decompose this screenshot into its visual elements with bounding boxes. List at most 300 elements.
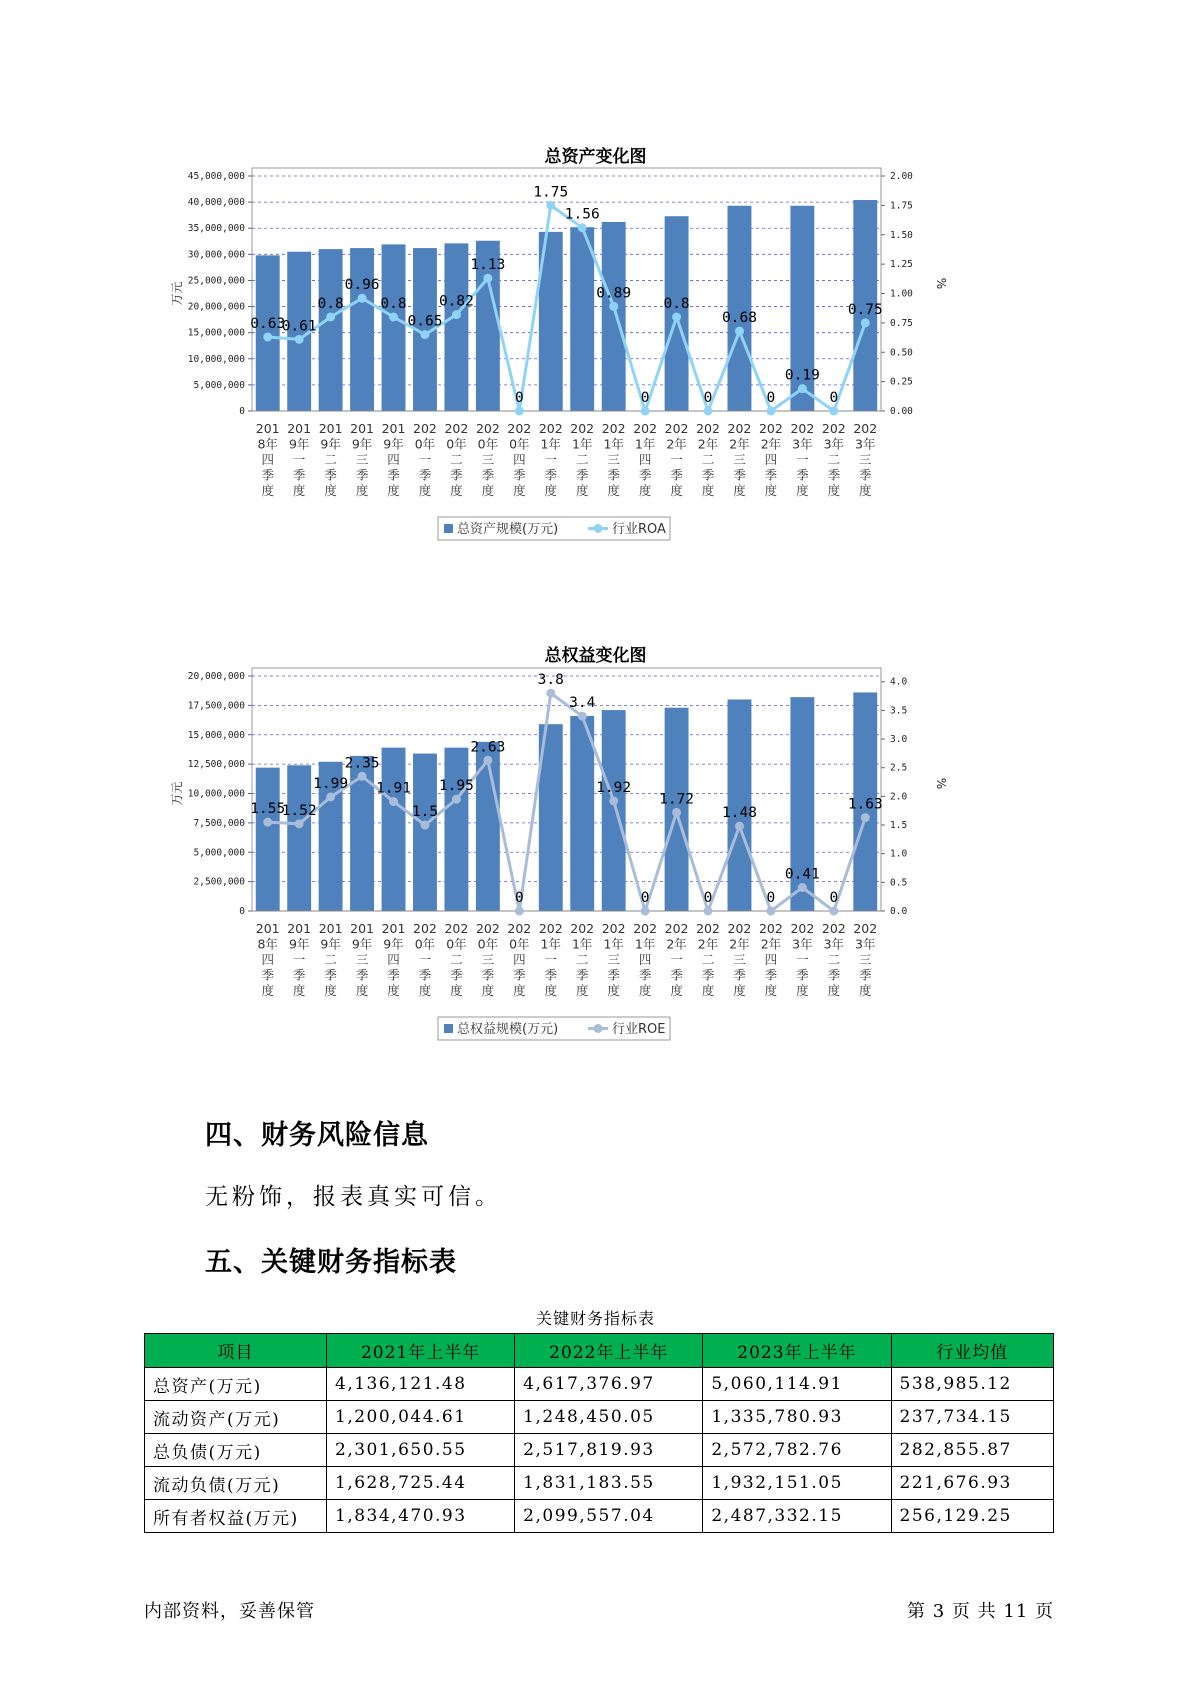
x-tick-label: 201 [381, 421, 406, 436]
cell: 1,248,450.05 [515, 1401, 703, 1434]
right-tick-label: 1.75 [890, 200, 913, 212]
x-tick-label: 季 [261, 467, 274, 483]
x-tick-label: 季 [513, 467, 526, 483]
x-tick-label: 三 [859, 952, 872, 967]
data-label: 1.56 [564, 206, 600, 223]
row-label: 流动资产(万元) [145, 1401, 327, 1434]
left-tick-label: 15,000,000 [187, 729, 245, 741]
x-tick-label: 三 [481, 452, 495, 467]
x-tick-label: 季 [292, 467, 306, 483]
x-tick-label: 季 [764, 467, 778, 483]
x-tick-label: 1年 [571, 436, 593, 452]
x-tick-label: 季 [607, 467, 620, 483]
row-label: 总负债(万元) [145, 1434, 327, 1467]
x-tick-label: 季 [324, 967, 337, 983]
left-tick-label: 25,000,000 [187, 275, 245, 287]
x-tick-label: 3年 [823, 436, 845, 452]
x-tick-label: 202 [664, 421, 689, 436]
header-2021: 2021年上半年 [327, 1334, 515, 1368]
x-tick-label: 202 [790, 921, 815, 936]
right-tick-label: 0.25 [890, 376, 913, 388]
row-label: 所有者权益(万元) [145, 1500, 327, 1533]
x-tick-label: 四 [764, 452, 778, 467]
data-label: 0 [514, 890, 524, 906]
left-tick-label: 10,000,000 [187, 788, 245, 800]
line-point [483, 756, 492, 765]
x-tick-label: 季 [670, 467, 683, 483]
x-tick-label: 201 [318, 921, 343, 936]
x-tick-label: 度 [418, 483, 432, 498]
x-tick-label: 8年 [257, 436, 278, 452]
x-tick-label: 度 [733, 983, 746, 998]
cell: 2,487,332.15 [703, 1500, 891, 1533]
x-tick-label: 9年 [320, 436, 341, 452]
x-tick-label: 一 [670, 952, 683, 967]
header-industry-avg: 行业均值 [891, 1334, 1053, 1368]
line-point [515, 907, 524, 916]
x-tick-label: 四 [513, 952, 526, 967]
x-tick-label: 季 [355, 967, 369, 983]
x-tick-label: 季 [796, 467, 809, 483]
x-tick-label: 202 [475, 421, 500, 436]
x-tick-label: 季 [450, 967, 463, 983]
x-tick-label: 202 [821, 921, 846, 936]
x-tick-label: 三 [355, 952, 369, 967]
x-tick-label: 季 [544, 467, 558, 483]
x-tick-label: 2年 [760, 936, 782, 952]
x-tick-label: 202 [444, 921, 469, 936]
left-tick-label: 20,000,000 [187, 301, 245, 313]
line-point [609, 796, 618, 805]
bar [287, 765, 311, 911]
legend-line-label: 行业ROA [612, 522, 666, 537]
x-tick-label: 季 [670, 967, 683, 983]
right-tick-label: 4.0 [890, 676, 908, 688]
x-tick-label: 202 [727, 421, 752, 436]
data-label: 0.8 [663, 296, 690, 312]
left-tick-label: 5,000,000 [193, 379, 245, 391]
header-2023: 2023年上半年 [703, 1334, 891, 1368]
section4-text: 无粉饰，报表真实可信。 [205, 1184, 502, 1210]
x-tick-label: 二 [324, 952, 337, 967]
x-tick-label: 度 [575, 483, 589, 498]
x-tick-label: 9年 [351, 436, 373, 452]
legend-bar-label: 总资产规模(万元) [457, 522, 559, 537]
x-tick-label: 度 [764, 483, 778, 498]
bar [350, 248, 374, 411]
chart2-title: 总权益变化图 [544, 646, 647, 666]
table-caption: 关键财务指标表 [535, 1309, 655, 1328]
x-tick-label: 二 [450, 452, 463, 467]
x-tick-label: 度 [575, 983, 589, 998]
x-tick-label: 季 [387, 467, 400, 483]
left-tick-label: 2,500,000 [193, 876, 245, 888]
x-tick-label: 季 [733, 967, 746, 983]
x-tick-label: 四 [261, 452, 274, 467]
data-label: 1.75 [533, 184, 569, 201]
x-tick-label: 度 [513, 483, 526, 498]
line-point [672, 808, 681, 817]
x-tick-label: 2年 [666, 436, 687, 452]
x-tick-label: 四 [261, 952, 274, 967]
x-tick-label: 201 [350, 921, 375, 936]
bar [728, 206, 752, 411]
data-label: 1.91 [376, 780, 411, 797]
x-tick-label: 度 [387, 483, 400, 498]
cell: 1,932,151.05 [703, 1467, 891, 1500]
bar [256, 768, 280, 911]
x-tick-label: 度 [450, 983, 463, 998]
right-tick-label: 3.5 [890, 705, 908, 717]
cell: 237,734.15 [891, 1401, 1053, 1434]
x-tick-label: 0年 [446, 436, 467, 452]
x-tick-label: 季 [859, 967, 872, 983]
x-tick-label: 三 [481, 952, 495, 967]
x-tick-label: 季 [544, 967, 558, 983]
line-point [326, 313, 335, 322]
footer-page-number: 第 3 页 共 11 页 [907, 1601, 1054, 1622]
x-tick-label: 一 [292, 952, 306, 967]
x-tick-label: 季 [418, 467, 432, 483]
left-tick-label: 15,000,000 [187, 327, 245, 339]
left-tick-label: 35,000,000 [187, 223, 245, 235]
data-label: 0.8 [317, 296, 344, 312]
cell: 256,129.25 [891, 1500, 1053, 1533]
x-tick-label: 201 [255, 421, 280, 436]
x-tick-label: 二 [575, 952, 589, 967]
data-label: 0 [703, 390, 713, 406]
x-tick-label: 8年 [257, 936, 278, 952]
x-tick-label: 季 [292, 967, 306, 983]
x-tick-label: 度 [261, 983, 274, 998]
right-tick-label: 2.00 [890, 171, 913, 182]
x-tick-label: 9年 [288, 436, 310, 452]
table-row [145, 1368, 1054, 1401]
legend-line-label: 行业ROE [612, 1022, 666, 1037]
x-tick-label: 1年 [634, 936, 656, 952]
x-tick-label: 202 [538, 921, 563, 936]
x-tick-label: 202 [853, 421, 878, 436]
x-tick-label: 202 [570, 421, 595, 436]
x-tick-label: 度 [387, 983, 400, 998]
x-tick-label: 度 [324, 483, 337, 498]
bar [444, 243, 468, 411]
section4-heading: 四、财务风险信息 [205, 1120, 429, 1151]
line-point [546, 201, 555, 210]
bar [382, 748, 406, 911]
cell: 1,834,470.93 [327, 1500, 515, 1533]
table-row [145, 1500, 1054, 1533]
x-tick-label: 0年 [509, 936, 530, 952]
total-equity-chart [0, 660, 1191, 1100]
line-point [515, 407, 524, 416]
data-label: 0.96 [344, 277, 380, 294]
x-tick-label: 9年 [383, 436, 404, 452]
x-tick-label: 202 [601, 921, 626, 936]
right-tick-label: 1.25 [890, 259, 913, 271]
x-tick-label: 3年 [823, 936, 845, 952]
total-assets-chart [0, 160, 1191, 600]
x-tick-label: 季 [827, 467, 841, 483]
line-point [798, 883, 807, 892]
x-tick-label: 9年 [288, 936, 310, 952]
cell: 1,831,183.55 [515, 1467, 703, 1500]
data-label: 0.41 [784, 866, 820, 883]
right-tick-label: 2.5 [890, 762, 908, 774]
data-label: 0.82 [438, 293, 474, 310]
x-tick-label: 三 [607, 952, 620, 967]
data-label: 1.13 [470, 257, 506, 274]
x-tick-label: 季 [859, 467, 872, 483]
x-tick-label: 202 [507, 421, 532, 436]
right-tick-label: 0.50 [890, 347, 913, 359]
x-tick-label: 一 [796, 452, 809, 467]
line-point [295, 335, 304, 344]
line-point [295, 819, 304, 828]
x-tick-label: 201 [381, 921, 406, 936]
x-tick-label: 201 [350, 421, 375, 436]
x-tick-label: 2年 [666, 936, 687, 952]
table-row [145, 1401, 1054, 1434]
x-tick-label: 二 [575, 452, 589, 467]
x-tick-label: 202 [633, 921, 658, 936]
line-point [546, 689, 555, 698]
x-tick-label: 202 [633, 421, 658, 436]
cell: 1,335,780.93 [703, 1401, 891, 1434]
x-tick-label: 202 [570, 921, 595, 936]
line-point [263, 818, 272, 827]
right-tick-label: 1.50 [890, 229, 913, 241]
cell: 1,200,044.61 [327, 1401, 515, 1434]
x-tick-label: 2年 [760, 436, 782, 452]
x-tick-label: 0年 [477, 436, 499, 452]
x-tick-label: 度 [607, 983, 620, 998]
data-label: 0 [640, 890, 650, 906]
legend-bar-label: 总权益规模(万元) [457, 1022, 559, 1037]
table-header-row [145, 1334, 1054, 1368]
data-label: 0.19 [784, 367, 820, 384]
x-tick-label: 2年 [697, 436, 719, 452]
cell: 1,628,725.44 [327, 1467, 515, 1500]
x-tick-label: 度 [827, 483, 841, 498]
x-tick-label: 季 [324, 467, 337, 483]
header-2022: 2022年上半年 [515, 1334, 703, 1368]
left-tick-label: 20,000,000 [187, 671, 245, 682]
x-tick-label: 1年 [603, 936, 624, 952]
x-tick-label: 二 [701, 452, 715, 467]
x-tick-label: 202 [758, 421, 783, 436]
bar [413, 754, 437, 911]
x-tick-label: 1年 [540, 936, 562, 952]
x-tick-label: 202 [444, 421, 469, 436]
x-tick-label: 度 [859, 483, 872, 498]
line-point [641, 907, 650, 916]
x-tick-label: 201 [287, 921, 312, 936]
x-tick-label: 季 [638, 467, 652, 483]
x-tick-label: 季 [827, 967, 841, 983]
x-tick-label: 季 [796, 967, 809, 983]
data-label: 0 [703, 890, 713, 906]
data-label: 0 [640, 390, 650, 406]
x-tick-label: 度 [292, 983, 306, 998]
x-tick-label: 二 [827, 952, 841, 967]
right-tick-label: 0.00 [890, 406, 913, 417]
line-point [452, 310, 461, 319]
line-point [420, 821, 429, 830]
right-tick-label: 0.75 [890, 317, 913, 329]
x-tick-label: 度 [261, 483, 274, 498]
x-tick-label: 3年 [792, 936, 813, 952]
x-tick-label: 季 [701, 967, 715, 983]
left-tick-label: 5,000,000 [193, 847, 245, 859]
x-tick-label: 度 [670, 983, 683, 998]
x-tick-label: 1年 [634, 436, 656, 452]
x-tick-label: 度 [607, 483, 620, 498]
data-label: 0.8 [380, 296, 407, 312]
right-tick-label: 2.0 [890, 791, 908, 803]
line-point [483, 274, 492, 283]
x-tick-label: 度 [670, 483, 683, 498]
x-tick-label: 季 [575, 967, 589, 983]
x-tick-label: 1年 [603, 436, 624, 452]
line-point [766, 907, 775, 916]
bar [602, 222, 626, 411]
x-tick-label: 201 [255, 921, 280, 936]
data-label: 1.95 [438, 778, 474, 795]
x-tick-label: 四 [764, 952, 778, 967]
x-tick-label: 季 [764, 967, 778, 983]
left-tick-label: 17,500,000 [187, 700, 245, 712]
bar [382, 244, 406, 411]
data-label: 3.8 [537, 672, 564, 689]
data-label: 1.72 [659, 791, 695, 808]
line-point [829, 907, 838, 916]
bar [570, 716, 594, 911]
cell: 4,617,376.97 [515, 1368, 703, 1401]
x-tick-label: 9年 [383, 936, 404, 952]
cell: 5,060,114.91 [703, 1368, 891, 1401]
line-point [326, 792, 335, 801]
line-point [766, 407, 775, 416]
x-tick-label: 1年 [540, 436, 562, 452]
x-tick-label: 度 [859, 983, 872, 998]
line-point [798, 384, 807, 393]
x-tick-label: 四 [387, 952, 400, 967]
x-tick-label: 9年 [351, 936, 373, 952]
x-tick-label: 202 [696, 421, 720, 436]
x-tick-label: 2年 [729, 936, 750, 952]
x-tick-label: 度 [638, 983, 652, 998]
x-tick-label: 202 [790, 421, 815, 436]
x-tick-label: 四 [638, 452, 652, 467]
x-tick-label: 3年 [792, 436, 813, 452]
line-point [861, 813, 870, 822]
x-tick-label: 一 [796, 952, 809, 967]
x-tick-label: 度 [450, 483, 463, 498]
row-label: 总资产(万元) [145, 1368, 327, 1401]
key-financial-table [144, 1333, 1054, 1533]
line-point [358, 294, 367, 303]
x-tick-label: 二 [827, 452, 841, 467]
legend-bar-swatch [444, 1024, 453, 1033]
line-point [358, 772, 367, 781]
x-tick-label: 季 [607, 967, 620, 983]
x-tick-label: 度 [544, 483, 558, 498]
left-tick-label: 0 [239, 406, 245, 417]
x-tick-label: 季 [575, 467, 589, 483]
x-tick-label: 0年 [414, 436, 436, 452]
x-tick-label: 201 [287, 421, 312, 436]
x-tick-label: 0年 [446, 936, 467, 952]
x-tick-label: 度 [733, 483, 746, 498]
line-point [829, 407, 838, 416]
chart1-title: 总资产变化图 [544, 147, 647, 167]
right-tick-label: 3.0 [890, 734, 908, 746]
left-tick-label: 7,500,000 [193, 817, 245, 829]
right-axis-title: % [934, 277, 948, 290]
x-tick-label: 1年 [571, 936, 593, 952]
x-tick-label: 2年 [729, 436, 750, 452]
x-tick-label: 度 [764, 983, 778, 998]
x-tick-label: 度 [324, 983, 337, 998]
cell: 538,985.12 [891, 1368, 1053, 1401]
x-tick-label: 四 [638, 952, 652, 967]
x-tick-label: 一 [418, 452, 432, 467]
section5-heading: 五、关键财务指标表 [205, 1247, 457, 1278]
x-tick-label: 202 [664, 921, 689, 936]
left-axis-title: 万元 [170, 281, 184, 306]
x-tick-label: 一 [670, 452, 683, 467]
left-tick-label: 30,000,000 [187, 249, 245, 261]
x-tick-label: 季 [638, 967, 652, 983]
x-tick-label: 一 [418, 952, 432, 967]
x-tick-label: 三 [607, 452, 620, 467]
data-label: 1.48 [722, 805, 757, 822]
x-tick-label: 202 [853, 921, 878, 936]
legend-bar-swatch [444, 524, 453, 533]
footer-confidential: 内部资料，妥善保管 [144, 1601, 315, 1622]
x-tick-label: 202 [507, 921, 532, 936]
x-tick-label: 度 [796, 983, 809, 998]
line-point [578, 223, 587, 232]
x-tick-label: 季 [450, 467, 463, 483]
data-label: 0 [829, 390, 839, 406]
right-tick-label: 0.0 [890, 906, 908, 917]
x-tick-label: 季 [418, 967, 432, 983]
x-tick-label: 度 [513, 983, 526, 998]
left-tick-label: 45,000,000 [187, 171, 245, 182]
cell: 4,136,121.48 [327, 1368, 515, 1401]
x-tick-label: 度 [638, 483, 652, 498]
x-tick-label: 度 [544, 983, 558, 998]
x-tick-label: 季 [701, 467, 715, 483]
line-point [389, 313, 398, 322]
table-row [145, 1434, 1054, 1467]
x-tick-label: 3年 [855, 436, 876, 452]
x-tick-label: 度 [827, 983, 841, 998]
x-tick-label: 度 [355, 483, 369, 498]
bar [570, 227, 594, 411]
x-tick-label: 202 [475, 921, 500, 936]
data-label: 1.55 [250, 801, 286, 818]
x-tick-label: 季 [261, 967, 274, 983]
data-label: 0 [829, 890, 839, 906]
x-tick-label: 度 [292, 483, 306, 498]
line-point [609, 302, 618, 311]
data-label: 1.99 [313, 775, 349, 792]
x-tick-label: 一 [292, 452, 306, 467]
data-label: 0 [514, 390, 524, 406]
